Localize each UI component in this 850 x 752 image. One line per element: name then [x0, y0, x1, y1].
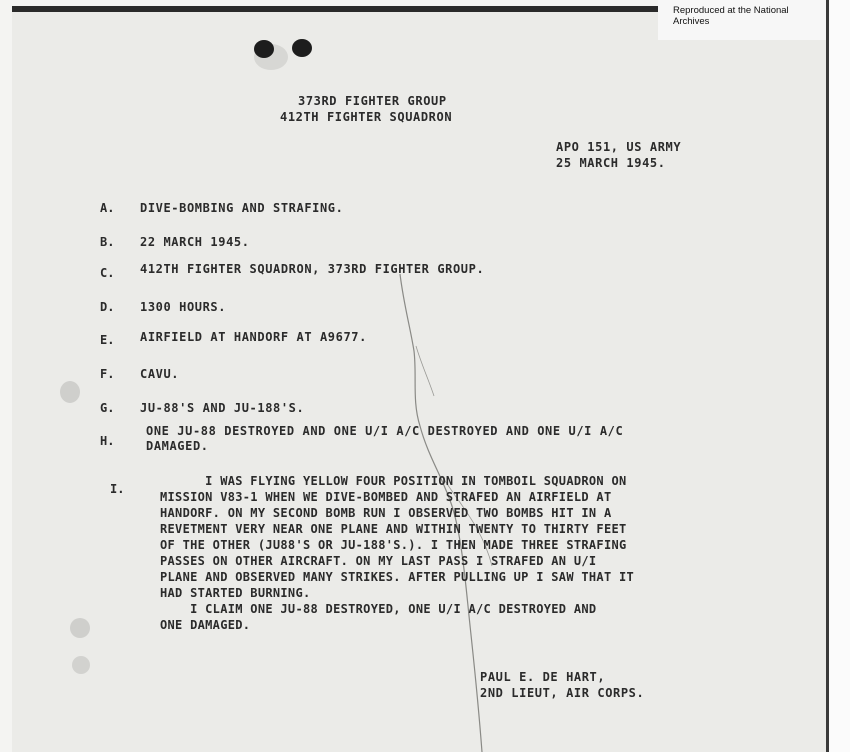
item-text: 22 MARCH 1945.: [140, 235, 250, 249]
item-text: DIVE-BOMBING AND STRAFING.: [140, 201, 344, 215]
narrative-text: I WAS FLYING YELLOW FOUR POSITION IN TOMBOIL SQUADRON ON MISSION V83-1 WHEN WE DIVE-BOMBED AND STRAFED AN AIRFIELD AT HANDORF. ON MY SECOND BOMB RUN I OBSERVED TWO BOMBS HIT IN A REVETMENT VERY NEAR ONE PLANE AND WITHIN TWENTY TO THIRTY FEET OF THE OTHER (JU88'S OR JU-188'S.). I THEN MADE THREE STRAFING PASSES ON OTHER AIRCRAFT. ON MY LAST PASS I STRAFED AN U/I PLANE AND OBSERVED MANY STRIKES. AFTER PULLING UP I SAW THAT IT HAD STARTED BURNING. I CLAIM ONE JU-88 DESTROYED, ONE U/I A/C DESTROYED AND ONE DAMAGED.: [160, 474, 635, 632]
item-letter: A.: [100, 201, 115, 215]
group-heading: 373RD FIGHTER GROUP: [298, 94, 447, 108]
signature-name: PAUL E. DE HART,: [480, 670, 606, 684]
apo-line: APO 151, US ARMY: [556, 140, 682, 154]
signature-rank: 2ND LIEUT, AIR CORPS.: [480, 686, 645, 700]
archive-tag: Reproduced at the National Archives: [658, 0, 826, 40]
document-page: [12, 6, 827, 752]
scan-margin-right: [826, 0, 850, 752]
item-letter: H.: [100, 434, 115, 448]
item-text: AIRFIELD AT HANDORF AT A9677.: [140, 330, 367, 344]
item-letter: E.: [100, 333, 115, 347]
item-text: CAVU.: [140, 367, 180, 381]
item-letter: D.: [100, 300, 115, 314]
item-letter: G.: [100, 401, 115, 415]
squadron-heading: 412TH FIGHTER SQUADRON: [280, 110, 453, 124]
item-letter: F.: [100, 367, 115, 381]
page-edge-line: [826, 0, 829, 752]
item-text: JU-88'S AND JU-188'S.: [140, 401, 305, 415]
item-text: ONE JU-88 DESTROYED AND ONE U/I A/C DESTROYED AND ONE U/I A/C DAMAGED.: [146, 424, 624, 453]
item-text: 412TH FIGHTER SQUADRON, 373RD FIGHTER GROUP.: [140, 262, 485, 276]
item-text: 1300 HOURS.: [140, 300, 227, 314]
item-letter: C.: [100, 266, 115, 280]
narrative-letter: I.: [110, 482, 125, 496]
date-line: 25 MARCH 1945.: [556, 156, 666, 170]
item-letter: B.: [100, 235, 115, 249]
